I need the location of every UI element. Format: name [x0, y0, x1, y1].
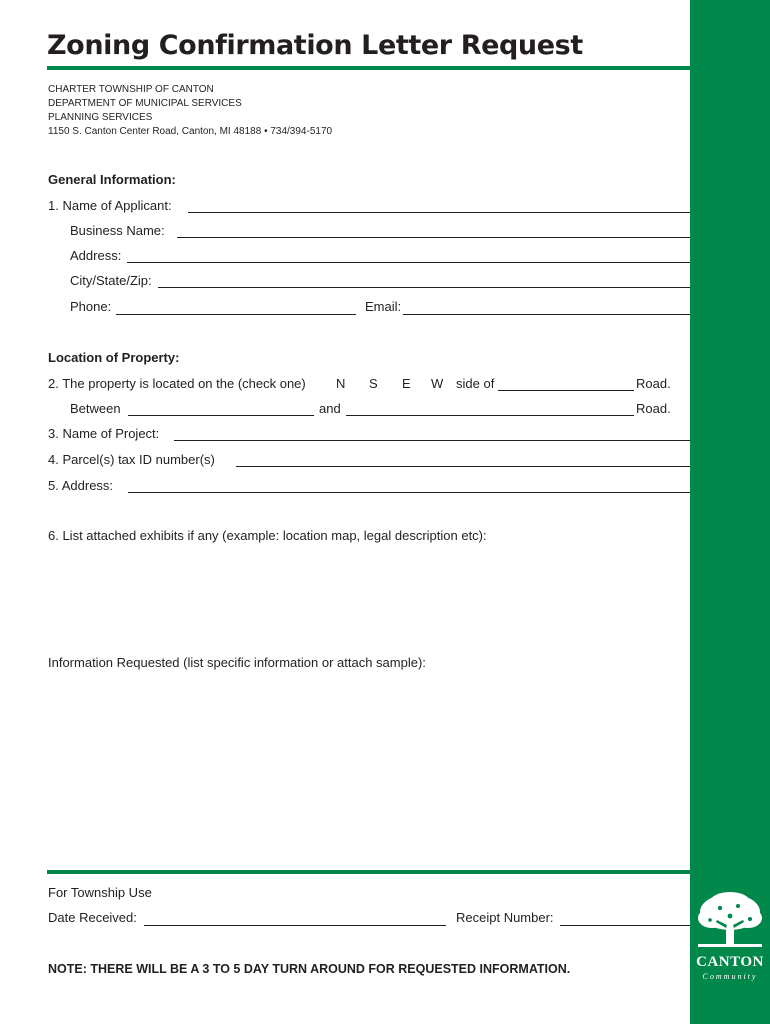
road-label-1: Road. — [636, 376, 671, 391]
email-field[interactable] — [403, 314, 690, 315]
business-field[interactable] — [177, 237, 690, 238]
citystatezip-label: City/State/Zip: — [70, 273, 152, 288]
canton-logo-subtitle: Community — [702, 972, 758, 981]
header-division: PLANNING SERVICES — [48, 112, 153, 123]
side-of-road-field[interactable] — [498, 390, 634, 391]
road-label-2: Road. — [636, 401, 671, 416]
applicant-label: 1. Name of Applicant: — [48, 198, 172, 213]
address-field[interactable] — [127, 262, 690, 263]
turnaround-note: NOTE: THERE WILL BE A 3 TO 5 DAY TURN AROUND FOR REQUESTED INFORMATION. — [48, 962, 571, 976]
applicant-field[interactable] — [188, 212, 690, 213]
parcel-label: 4. Parcel(s) tax ID number(s) — [48, 452, 215, 467]
date-received-field[interactable] — [144, 925, 446, 926]
date-received-label: Date Received: — [48, 910, 137, 925]
page-title: Zoning Confirmation Letter Request — [47, 30, 583, 61]
parcel-field[interactable] — [236, 466, 690, 467]
phone-field[interactable] — [116, 314, 356, 315]
info-requested-area[interactable] — [48, 676, 688, 864]
location-heading: Location of Property: — [48, 350, 180, 365]
receipt-number-label: Receipt Number: — [456, 910, 554, 925]
header-address: 1150 S. Canton Center Road, Canton, MI 48188 • 734/394-5170 — [48, 126, 333, 137]
and-road-field[interactable] — [346, 415, 634, 416]
between-label: Between — [70, 401, 121, 416]
address-label: Address: — [70, 248, 122, 263]
property-address-label: 5. Address: — [48, 478, 114, 493]
title-rule — [47, 66, 690, 70]
and-label: and — [319, 401, 341, 416]
citystatezip-field[interactable] — [158, 287, 690, 288]
receipt-number-field[interactable] — [560, 925, 690, 926]
project-field[interactable] — [174, 440, 690, 441]
exhibits-label: 6. List attached exhibits if any (example: location map, legal description etc): — [48, 528, 487, 543]
direction-west[interactable]: W — [431, 376, 444, 391]
property-address-field[interactable] — [128, 492, 690, 493]
direction-east[interactable]: E — [402, 376, 411, 391]
header-township: CHARTER TOWNSHIP OF CANTON — [48, 84, 214, 95]
business-label: Business Name: — [70, 223, 165, 238]
direction-north[interactable]: N — [336, 376, 346, 391]
exhibits-area[interactable] — [48, 548, 688, 648]
township-rule — [47, 870, 690, 874]
phone-label: Phone: — [70, 299, 112, 314]
green-sidebar — [690, 0, 770, 1024]
info-requested-label: Information Requested (list specific information or attach sample): — [48, 655, 426, 670]
side-of-label: side of — [456, 376, 495, 391]
direction-south[interactable]: S — [369, 376, 378, 391]
canton-logo-name: CANTON — [696, 954, 764, 970]
between-road-field[interactable] — [128, 415, 314, 416]
direction-question: 2. The property is located on the (check one) — [48, 376, 306, 391]
project-label: 3. Name of Project: — [48, 426, 160, 441]
header-department: DEPARTMENT OF MUNICIPAL SERVICES — [48, 98, 242, 109]
township-use-heading: For Township Use — [48, 885, 152, 900]
email-label: Email: — [365, 299, 402, 314]
general-heading: General Information: — [48, 172, 176, 187]
